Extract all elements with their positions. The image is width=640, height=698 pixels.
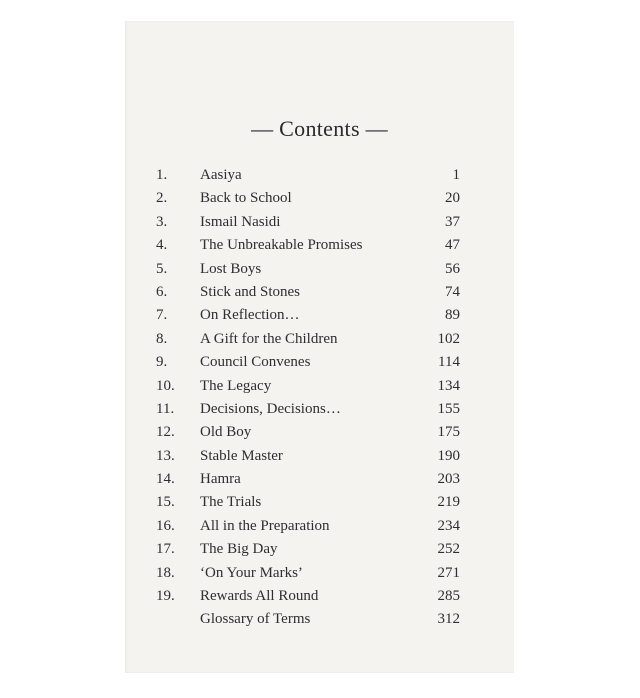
toc-entry-page: 271 [437, 564, 460, 581]
toc-entry [125, 211, 514, 234]
toc-entry-number: 11. [156, 400, 175, 417]
toc-entry-title: Decisions, Decisions… [200, 400, 341, 417]
toc-entry-page: 175 [437, 424, 460, 441]
toc-entry-number: 10. [156, 377, 175, 394]
table-of-contents [125, 164, 514, 632]
toc-entry-page: 102 [437, 330, 460, 347]
toc-entry [125, 258, 514, 281]
toc-entry-number: 6. [156, 283, 168, 300]
toc-entry-page: 203 [437, 471, 460, 488]
toc-entry [125, 491, 514, 514]
toc-entry-number: 3. [156, 213, 168, 230]
toc-entry-number: 4. [156, 237, 168, 254]
toc-entry-number: 17. [156, 541, 175, 558]
toc-entry [125, 328, 514, 351]
toc-entry-title: The Trials [200, 494, 262, 511]
toc-entry-title: Lost Boys [200, 260, 262, 277]
toc-entry-title: Glossary of Terms [200, 611, 311, 628]
toc-entry-page: 155 [437, 400, 460, 417]
toc-entry-page: 47 [445, 237, 460, 254]
toc-entry [125, 585, 514, 608]
toc-entry-title: The Unbreakable Promises [200, 237, 363, 254]
toc-entry-title: Back to School [200, 190, 292, 207]
toc-entry-page: 285 [437, 588, 460, 605]
toc-entry-title: Ismail Nasidi [200, 213, 281, 230]
toc-entry-number: 9. [156, 354, 168, 371]
toc-entry-number: 5. [156, 260, 168, 277]
toc-entry [125, 421, 514, 444]
toc-entry-number: 14. [156, 471, 175, 488]
toc-entry-title: The Big Day [200, 541, 278, 558]
toc-entry [125, 562, 514, 585]
toc-entry-page: 89 [445, 307, 460, 324]
toc-entry-title: Aasiya [200, 167, 242, 183]
toc-entry-number: 2. [156, 190, 168, 207]
toc-entry-page: 1 [452, 167, 460, 183]
toc-entry-number: 12. [156, 424, 175, 441]
toc-entry [125, 234, 514, 257]
toc-entry [125, 375, 514, 398]
toc-entry-title: Stick and Stones [200, 283, 300, 300]
toc-entry-title: Council Convenes [200, 354, 311, 371]
page-title: — Contents — [251, 116, 388, 141]
book-page [125, 21, 514, 673]
toc-entry [125, 398, 514, 421]
toc-entry [125, 304, 514, 327]
toc-entry-title: Hamra [200, 471, 241, 488]
toc-entry-number: 16. [156, 517, 175, 534]
toc-entry-title: Old Boy [200, 424, 252, 441]
toc-entry-page: 312 [437, 611, 460, 628]
toc-entry-number: 7. [156, 307, 168, 324]
toc-entry-page: 20 [445, 190, 460, 207]
toc-entry-title: Rewards All Round [200, 588, 319, 605]
toc-entry-number: 1. [156, 167, 168, 183]
toc-entry [125, 164, 514, 187]
toc-entry-number: 13. [156, 447, 175, 464]
toc-entry [125, 351, 514, 374]
toc-entry-title: The Legacy [200, 377, 272, 394]
toc-entry [125, 608, 514, 631]
toc-entry-page: 114 [438, 354, 460, 371]
toc-entry [125, 468, 514, 491]
toc-entry-page: 56 [445, 260, 460, 277]
toc-entry-title: A Gift for the Children [200, 330, 338, 347]
toc-entry-number: 15. [156, 494, 175, 511]
toc-entry [125, 515, 514, 538]
toc-entry [125, 187, 514, 210]
toc-entry [125, 445, 514, 468]
toc-entry [125, 281, 514, 304]
toc-entry-title: ‘On Your Marks’ [200, 564, 303, 581]
toc-entry-title: On Reflection… [200, 307, 300, 324]
toc-entry-title: Stable Master [200, 447, 283, 464]
toc-entry [125, 538, 514, 561]
toc-entry-page: 134 [437, 377, 460, 394]
toc-entry-title: All in the Preparation [200, 517, 330, 534]
toc-entry-number: 18. [156, 564, 175, 581]
toc-entry-page: 252 [437, 541, 460, 558]
toc-entry-page: 190 [437, 447, 460, 464]
toc-entry-page: 74 [445, 283, 460, 300]
toc-entry-page: 219 [437, 494, 460, 511]
toc-entry-number: 8. [156, 330, 168, 347]
toc-entry-number: 19. [156, 588, 175, 605]
toc-entry-page: 37 [445, 213, 460, 230]
toc-entry-page: 234 [437, 517, 460, 534]
